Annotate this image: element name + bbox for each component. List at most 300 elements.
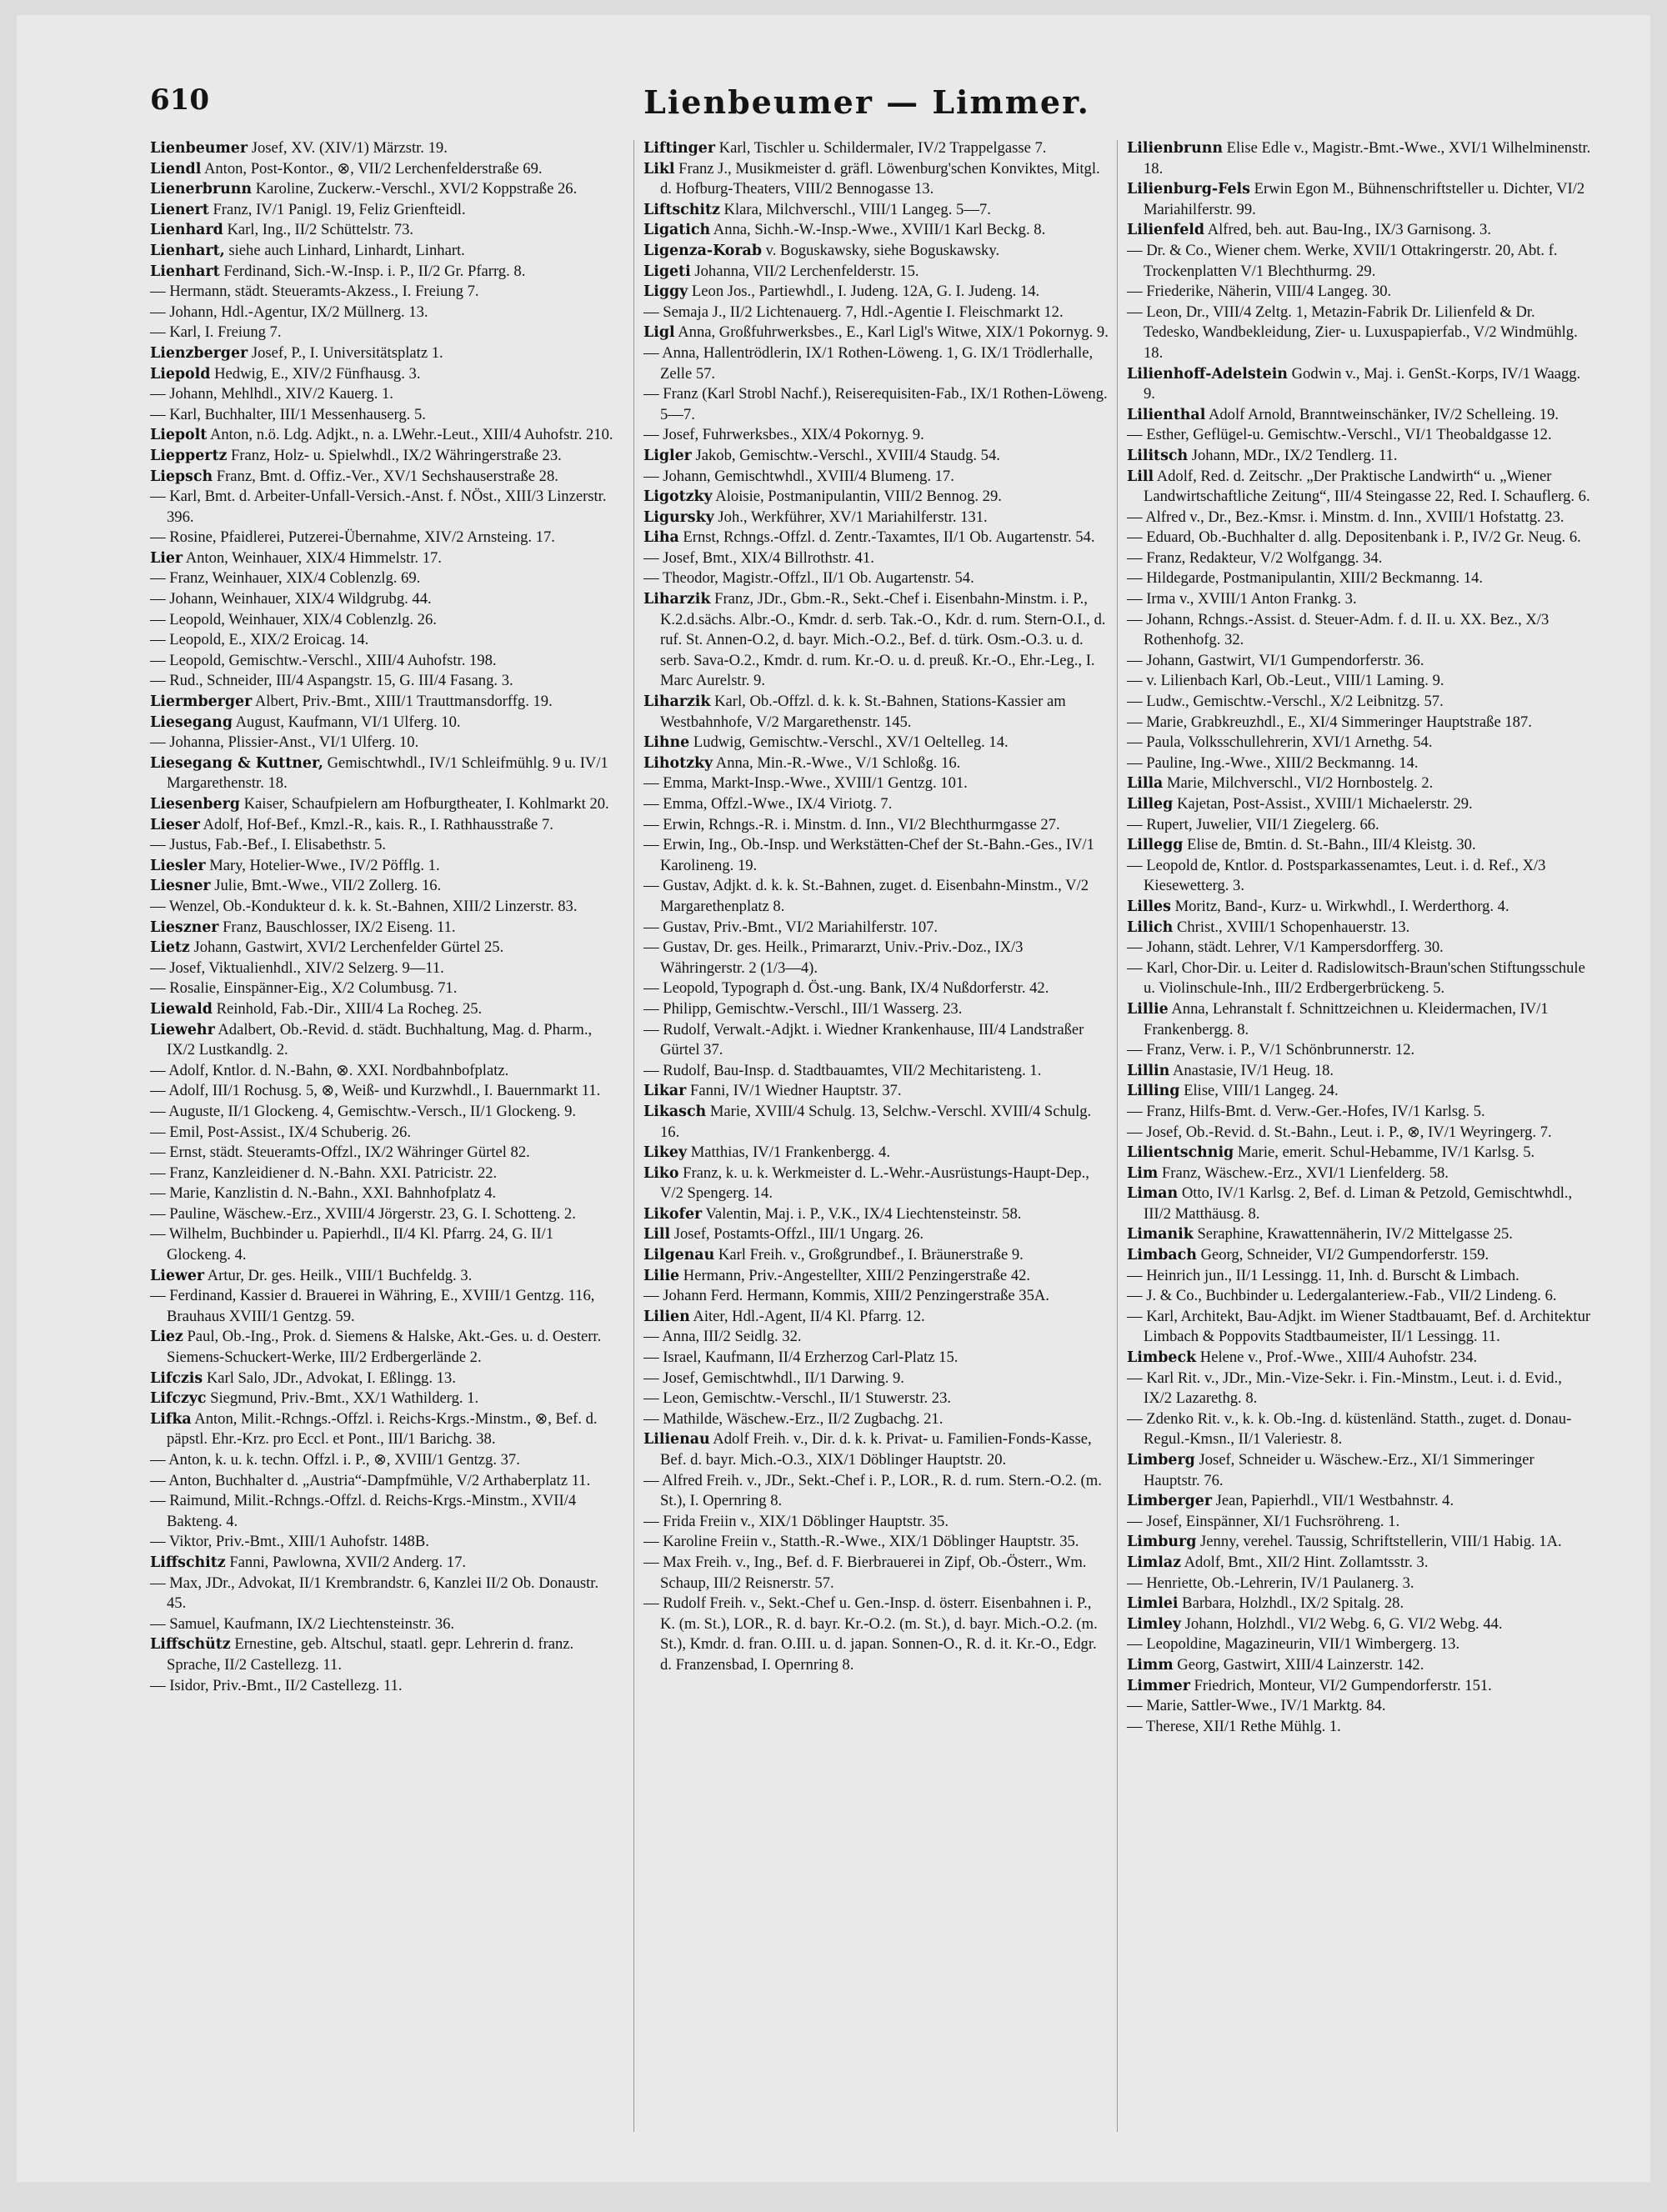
directory-entry bbox=[150, 364, 617, 385]
entry-text: Anna, Großfuhrwerksbes., E., Karl Ligl's Witwe, XIX/1 Pokornyg. 9. bbox=[678, 323, 1109, 342]
directory-entry bbox=[643, 1266, 1110, 1287]
entry-text: — Leopold de, Kntlor. d. Postsparkassenamtes, Leut. i. d. Ref., X/3 Kiesewetterg. 3. bbox=[1127, 856, 1546, 895]
directory-entry bbox=[643, 159, 1110, 200]
entry-text: Elise de, Bmtin. d. St.-Bahn., III/4 Kleistg. 30. bbox=[1187, 836, 1476, 854]
entry-name: Lill bbox=[643, 1226, 671, 1244]
directory-entry bbox=[643, 938, 1110, 978]
directory-entry bbox=[1127, 713, 1594, 733]
entry-name: Limberg bbox=[1127, 1452, 1195, 1469]
entry-text: Franz, Wäschew.-Erz., XVI/1 Lienfelderg. 58. bbox=[1161, 1164, 1449, 1182]
entry-name: Lilienthal bbox=[1127, 406, 1206, 423]
directory-entry bbox=[1127, 528, 1594, 548]
entry-name: Lillegg bbox=[1127, 837, 1184, 854]
entry-text: Leon Jos., Partiewhdl., I. Judeng. 12A, G. I. Judeng. 14. bbox=[691, 283, 1040, 301]
entry-name: Liesegang bbox=[150, 713, 233, 731]
entry-name: Ligenza-Korab bbox=[643, 242, 762, 259]
directory-entry bbox=[1127, 610, 1594, 651]
directory-entry bbox=[643, 1020, 1110, 1061]
directory-entry bbox=[150, 425, 617, 446]
directory-entry bbox=[1127, 1491, 1594, 1512]
directory-entry bbox=[1127, 548, 1594, 569]
column-divider bbox=[1117, 140, 1118, 2132]
directory-entry bbox=[150, 1574, 617, 1614]
entry-text: Ferdinand, Sich.-W.-Insp. i. P., II/2 Gr. Pfarrg. 8. bbox=[223, 262, 526, 280]
directory-entry bbox=[1127, 773, 1594, 794]
directory-entry bbox=[643, 241, 1110, 262]
entry-name: Lillie bbox=[1127, 1000, 1169, 1018]
directory-entry bbox=[643, 773, 1110, 794]
entry-name: Liesenberg bbox=[150, 796, 240, 813]
directory-entry bbox=[150, 262, 617, 283]
directory-entry bbox=[1127, 835, 1594, 856]
entry-text: — Anton, Buchhalter d. „Austria“-Dampfmühle, V/2 Arthaberplatz 11. bbox=[150, 1471, 591, 1489]
entry-name: Lienhard bbox=[150, 222, 223, 239]
entry-text: — Gustav, Dr. ges. Heilk., Primararzt, Univ.-Priv.-Doz., IX/3 Währingerstr. 2 (1/3—4). bbox=[643, 938, 1024, 977]
entry-text: Franz, IV/1 Panigl. 19, Feliz Grienfteidl. bbox=[213, 200, 466, 218]
entry-name: Lill bbox=[1127, 468, 1154, 485]
entry-text: — Josef, Viktualienhdl., XIV/2 Selzerg. 9—11. bbox=[150, 958, 444, 977]
entry-name: Lier bbox=[150, 549, 183, 567]
directory-entry bbox=[150, 282, 617, 303]
entry-name: Liftinger bbox=[643, 140, 715, 157]
entry-text: Gemischtwhdl., IV/1 Schleifmühlg. 9 u. IV/1 Margarethenstr. 18. bbox=[167, 753, 608, 793]
directory-entry bbox=[150, 713, 617, 733]
entry-name: Liffschitz bbox=[150, 1554, 226, 1571]
entry-text: Franz, k. u. k. Werkmeister d. L.-Wehr.-Ausrüstungs-Haupt-Dep., V/2 Spengerg. 14. bbox=[660, 1164, 1089, 1203]
entry-text: Matthias, IV/1 Frankenbergg. 4. bbox=[690, 1144, 890, 1162]
entry-text: — Adolf, III/1 Rochusg. 5, ⊗, Weiß- und Kurzwhdl., I. Bauernmarkt 11. bbox=[150, 1082, 601, 1100]
entry-text: — Eduard, Ob.-Buchhalter d. allg. Depositenbank i. P., IV/2 Gr. Neug. 6. bbox=[1127, 528, 1581, 547]
entry-text: — Anton, k. u. k. techn. Offzl. i. P., ⊗, XVIII/1 Gentzg. 37. bbox=[150, 1451, 520, 1469]
directory-entry bbox=[643, 1389, 1110, 1409]
directory-entry bbox=[643, 425, 1110, 446]
directory-entry bbox=[1127, 1040, 1594, 1061]
entry-text: — Leon, Gemischtw.-Verschl., II/1 Stuwerstr. 23. bbox=[643, 1389, 952, 1408]
entry-text: Joh., Werkführer, XV/1 Mariahilferstr. 131. bbox=[718, 508, 988, 526]
directory-entry bbox=[1127, 589, 1594, 610]
entry-text: — Johanna, Plissier-Anst., VI/1 Ulferg. 10. bbox=[150, 733, 419, 752]
directory-entry bbox=[1127, 1614, 1594, 1635]
entry-text: Fanni, Pawlowna, XVII/2 Anderg. 17. bbox=[229, 1553, 467, 1571]
entry-text: Ernestine, geb. Altschul, staatl. gepr. Lehrerin d. franz. Sprache, II/2 Castellezg. 11. bbox=[167, 1635, 574, 1674]
directory-entry bbox=[150, 794, 617, 815]
entry-text: Adolf, Red. d. Zeitschr. „Der Praktische Landwirth“ u. „Wiener Landwirtschaftliche Zeitung“, III/4 Steingasse 22, Red. I. Schauflerg. 6. bbox=[1144, 467, 1590, 506]
directory-entry bbox=[1127, 1102, 1594, 1123]
entry-name: Lilientschnig bbox=[1127, 1144, 1234, 1162]
entry-text: Franz, Bauschlosser, IX/2 Eiseng. 11. bbox=[223, 918, 456, 936]
entry-text: Anna, Lehranstalt f. Schnittzeichnen u. Kleidermachen, IV/1 Frankenbergg. 8. bbox=[1144, 999, 1549, 1038]
entry-name: Ligatich bbox=[643, 222, 711, 239]
directory-entry bbox=[643, 323, 1110, 343]
directory-entry bbox=[1127, 692, 1594, 713]
directory-entry bbox=[643, 835, 1110, 876]
entry-text: — Karl Rit. v., JDr., Min.-Vize-Sekr. i. Fin.-Minstm., Leut. i. d. Evid., IX/2 Lazarethg. 8. bbox=[1127, 1369, 1562, 1408]
entry-text: — Zdenko Rit. v., k. k. Ob.-Ing. d. küstenländ. Statth., zuget. d. Donau-Regul.-Kmsn., II/1 Valeriestr. 8. bbox=[1127, 1409, 1572, 1449]
directory-entry bbox=[150, 343, 617, 364]
directory-entry bbox=[150, 815, 617, 836]
entry-text: — Justus, Fab.-Bef., I. Elisabethstr. 5. bbox=[150, 836, 387, 854]
directory-entry bbox=[150, 1634, 617, 1675]
directory-entry bbox=[150, 1123, 617, 1144]
entry-name: Lifczyc bbox=[150, 1390, 207, 1408]
entry-text: — Leopold, E., XIX/2 Eroicag. 14. bbox=[150, 631, 369, 649]
directory-entry bbox=[150, 733, 617, 753]
page-number: 610 bbox=[150, 83, 209, 117]
entry-text: Barbara, Holzhdl., IX/2 Spitalg. 28. bbox=[1182, 1594, 1404, 1613]
entry-text: Josef, P., I. Universitätsplatz 1. bbox=[251, 343, 443, 362]
entry-text: — Esther, Geflügel-u. Gemischtw.-Verschl., VI/1 Theobaldgasse 12. bbox=[1127, 426, 1552, 444]
entry-text: Johann, MDr., IX/2 Tendlerg. 11. bbox=[1191, 446, 1398, 464]
entry-text: Reinhold, Fab.-Dir., XIII/4 La Rocheg. 25. bbox=[216, 999, 483, 1018]
entry-text: — Pauline, Ing.-Wwe., XIII/2 Beckmanng. 14. bbox=[1127, 753, 1419, 772]
entry-text: — Johann, Weinhauer, XIX/4 Wildgrubg. 44. bbox=[150, 590, 432, 608]
entry-text: Adalbert, Ob.-Revid. d. städt. Buchhaltung, Mag. d. Pharm., IX/2 Lustkandlg. 2. bbox=[167, 1020, 593, 1059]
entry-name: Likey bbox=[643, 1144, 688, 1162]
entry-text: — Marie, Kanzlistin d. N.-Bahn., XXI. Bahnhofplatz 4. bbox=[150, 1184, 497, 1203]
column-right bbox=[1127, 138, 1594, 1737]
entry-text: Aloisie, Postmanipulantin, VIII/2 Bennog. 29. bbox=[715, 488, 1002, 506]
entry-text: Paul, Ob.-Ing., Prok. d. Siemens & Halske, Akt.-Ges. u. d. Oesterr. Siemens-Schuckert-Werke, III/2 Erdbergerlände 2. bbox=[167, 1328, 602, 1367]
directory-entry bbox=[1127, 1369, 1594, 1409]
entry-text: — Josef, Einspänner, XI/1 Fuchsröhreng. 1. bbox=[1127, 1512, 1400, 1530]
entry-text: — Johann Ferd. Hermann, Kommis, XIII/2 Penzingerstraße 35A. bbox=[643, 1287, 1049, 1305]
directory-entry bbox=[150, 999, 617, 1020]
entry-text: Hermann, Priv.-Angestellter, XIII/2 Penzingerstraße 42. bbox=[683, 1266, 1031, 1284]
entry-text: Johann, Holzhdl., VI/2 Webg. 6, G. VI/2 Webg. 44. bbox=[1184, 1614, 1503, 1633]
entry-text: Anton, Milit.-Rchngs.-Offzl. i. Reichs-Krgs.-Minstm., ⊗, Bef. d. päpstl. Ehr.-Krz. pro Eccl. et Pont., III/1 Barichg. 38. bbox=[167, 1409, 598, 1449]
entry-name: Lietz bbox=[150, 939, 190, 957]
directory-entry bbox=[150, 1532, 617, 1553]
entry-name: Limbach bbox=[1127, 1247, 1197, 1264]
entry-text: Johann, Gastwirt, XVI/2 Lerchenfelder Gürtel 25. bbox=[193, 938, 504, 957]
entry-name: Lilich bbox=[1127, 918, 1174, 936]
entry-text: — J. & Co., Buchbinder u. Ledergalanteriew.-Fab., VII/2 Lindeng. 6. bbox=[1127, 1287, 1557, 1305]
entry-text: Adolf Freih. v., Dir. d. k. k. Privat- u. Familien-Fonds-Kasse, Bef. d. bayr. Mich.-O.3., XIX/1 Döblinger Hauptstr. 20. bbox=[660, 1430, 1092, 1469]
entry-text: siehe auch Linhard, Linhardt, Linhart. bbox=[228, 241, 465, 259]
directory-entry bbox=[1127, 1307, 1594, 1348]
entry-text: — Therese, XII/1 Rethe Mühlg. 1. bbox=[1127, 1717, 1341, 1735]
entry-text: — Leopold, Gemischtw.-Verschl., XIII/4 Auhofstr. 198. bbox=[150, 651, 497, 669]
directory-entry bbox=[643, 918, 1110, 938]
directory-entry bbox=[1127, 1717, 1594, 1738]
directory-entry bbox=[1127, 568, 1594, 589]
entry-text: Elise Edle v., Magistr.-Bmt.-Wwe., XVI/1 Wilhelminenstr. 18. bbox=[1144, 139, 1591, 178]
directory-entry bbox=[643, 1245, 1110, 1266]
entry-name: Lienbeumer bbox=[150, 140, 248, 157]
directory-entry bbox=[1127, 467, 1594, 508]
entry-text: Josef, Postamts-Offzl., III/1 Ungarg. 26. bbox=[673, 1225, 924, 1244]
entry-name: Lienerbrunn bbox=[150, 181, 253, 198]
entry-text: Anna, Sichh.-W.-Insp.-Wwe., XVIII/1 Karl Beckg. 8. bbox=[713, 221, 1046, 239]
directory-entry bbox=[150, 1491, 617, 1532]
directory-entry bbox=[150, 835, 617, 856]
entry-text: — Samuel, Kaufmann, IX/2 Liechtensteinstr. 36. bbox=[150, 1614, 455, 1633]
entry-text: — Dr. & Co., Wiener chem. Werke, XVII/1 Ottakringerstr. 20, Abt. f. Trockenplatten V/1 Blechthurmg. 29. bbox=[1127, 241, 1558, 280]
directory-entry bbox=[1127, 1224, 1594, 1245]
directory-entry bbox=[150, 220, 617, 241]
directory-entry bbox=[150, 1369, 617, 1389]
entry-name: Likasch bbox=[643, 1103, 707, 1120]
entry-text: — Frida Freiin v., XIX/1 Döblinger Hauptstr. 35. bbox=[643, 1512, 949, 1530]
directory-entry bbox=[150, 630, 617, 651]
directory-entry bbox=[643, 568, 1110, 589]
running-head: Lienbeumer — Limmer. bbox=[643, 83, 1090, 121]
directory-entry bbox=[150, 1553, 617, 1574]
entry-text: — Wenzel, Ob.-Kondukteur d. k. k. St.-Bahnen, XIII/2 Linzerstr. 83. bbox=[150, 897, 578, 915]
entry-name: Liffschütz bbox=[150, 1636, 231, 1654]
directory-entry bbox=[643, 1224, 1110, 1245]
entry-text: — Pauline, Wäschew.-Erz., XVIII/4 Jörgerstr. 23, G. I. Schotteng. 2. bbox=[150, 1204, 576, 1223]
entry-name: Lienhart, bbox=[150, 242, 225, 259]
entry-text: Marie, Milchverschl., VI/2 Hornbostelg. 2. bbox=[1166, 774, 1434, 793]
directory-entry bbox=[1127, 303, 1594, 364]
entry-text: — Anna, III/2 Seidlg. 32. bbox=[643, 1328, 802, 1346]
directory-entry bbox=[643, 528, 1110, 548]
directory-entry bbox=[1127, 241, 1594, 282]
directory-entry bbox=[643, 1327, 1110, 1348]
entry-text: Johanna, VII/2 Lerchenfelderstr. 15. bbox=[694, 262, 919, 280]
directory-entry bbox=[1127, 1655, 1594, 1676]
entry-name: Lilie bbox=[643, 1267, 680, 1284]
entry-name: Liharzik bbox=[643, 693, 711, 711]
directory-entry bbox=[150, 1102, 617, 1123]
entry-text: Klara, Milchverschl., VIII/1 Langeg. 5—7. bbox=[723, 200, 991, 218]
entry-name: Lilienfeld bbox=[1127, 222, 1205, 239]
directory-entry bbox=[1127, 1348, 1594, 1369]
directory-entry bbox=[150, 1081, 617, 1102]
entry-name: Ligursky bbox=[643, 508, 714, 526]
entry-name: Limbeck bbox=[1127, 1349, 1197, 1367]
entry-text: — Ferdinand, Kassier d. Brauerei in Währing, E., XVIII/1 Gentzg. 116, Brauhaus XVIII/1 Gentzg. 59. bbox=[150, 1287, 595, 1325]
entry-text: Ludwig, Gemischtw.-Verschl., XV/1 Oeltelleg. 14. bbox=[693, 733, 1009, 752]
column-middle bbox=[643, 138, 1110, 1676]
entry-text: — Karl, Chor-Dir. u. Leiter d. Radislowitsch-Braun'schen Stiftungsschule u. Violinschule-Inh., III/2 Erdbergerbrückeng. 5. bbox=[1127, 958, 1585, 998]
entry-text: Franz, Holz- u. Spielwhdl., IX/2 Währingerstraße 23. bbox=[231, 446, 562, 464]
directory-entry bbox=[643, 138, 1110, 159]
entry-text: — Josef, Gemischtwhdl., II/1 Darwing. 9. bbox=[643, 1369, 904, 1387]
entry-text: — Leopold, Weinhauer, XIX/4 Coblenzlg. 26. bbox=[150, 610, 437, 628]
entry-name: Lilien bbox=[643, 1308, 690, 1325]
entry-text: — Johann, Gemischtwhdl., XVIII/4 Blumeng. 17. bbox=[643, 467, 954, 485]
entry-name: Liha bbox=[643, 529, 679, 547]
entry-name: Ligeti bbox=[643, 263, 691, 280]
entry-text: Josef, XV. (XIV/1) Märzstr. 19. bbox=[251, 139, 448, 157]
column-divider bbox=[633, 140, 634, 2132]
entry-name: Liendl bbox=[150, 160, 202, 178]
entry-name: Limlei bbox=[1127, 1595, 1179, 1613]
entry-text: — Alfred Freih. v., JDr., Sekt.-Chef i. P., LOR., R. d. rum. Stern.-O.2. (m. St.), I. Opernring 8. bbox=[643, 1471, 1102, 1510]
entry-name: Liman bbox=[1127, 1185, 1179, 1203]
entry-text: — Marie, Sattler-Wwe., IV/1 Marktg. 84. bbox=[1127, 1697, 1386, 1715]
directory-entry bbox=[150, 568, 617, 589]
entry-name: Lienert bbox=[150, 201, 209, 218]
directory-entry bbox=[150, 876, 617, 897]
entry-text: — Viktor, Priv.-Bmt., XIII/1 Auhofstr. 148B. bbox=[150, 1533, 429, 1551]
entry-text: — Isidor, Priv.-Bmt., II/2 Castellezg. 11. bbox=[150, 1676, 403, 1694]
entry-text: Jakob, Gemischtw.-Verschl., XVIII/4 Staudg. 54. bbox=[695, 446, 1000, 464]
entry-text: — Rosalie, Einspänner-Eig., X/2 Columbusg. 71. bbox=[150, 979, 458, 998]
entry-text: — Max Freih. v., Ing., Bef. d. F. Bierbrauerei in Zipf, Ob.-Österr., Wm. Schaup, III/2 Reisnerstr. 57. bbox=[643, 1553, 1087, 1592]
entry-text: — Raimund, Milit.-Rchngs.-Offzl. d. Reichs-Krgs.-Minstm., XVII/4 Bakteng. 4. bbox=[150, 1492, 577, 1530]
entry-text: — Friederike, Näherin, VIII/4 Langeg. 30. bbox=[1127, 283, 1392, 301]
directory-entry bbox=[643, 548, 1110, 569]
entry-name: Limlaz bbox=[1127, 1554, 1181, 1571]
entry-name: Lihotzky bbox=[643, 754, 713, 772]
entry-text: Anna, Min.-R.-Wwe., V/1 Schloßg. 16. bbox=[715, 753, 961, 772]
entry-name: Liggy bbox=[643, 283, 688, 301]
directory-entry bbox=[643, 1286, 1110, 1307]
directory-entry bbox=[150, 1409, 617, 1450]
directory-entry bbox=[1127, 282, 1594, 303]
entry-text: — Hildegarde, Postmanipulantin, XIII/2 Beckmanng. 14. bbox=[1127, 569, 1484, 588]
entry-text: Seraphine, Krawattennäherin, IV/2 Mittelgasse 25. bbox=[1197, 1225, 1513, 1244]
directory-entry bbox=[643, 508, 1110, 528]
entry-text: Jenny, verehel. Taussig, Schriftstellerin, VIII/1 Habig. 1A. bbox=[1200, 1533, 1562, 1551]
entry-text: — Ludw., Gemischtw.-Verschl., X/2 Leibnitzg. 57. bbox=[1127, 693, 1444, 711]
entry-name: Limberger bbox=[1127, 1493, 1213, 1510]
entry-text: — Hermann, städt. Steueramts-Akzess., I. Freiung 7. bbox=[150, 283, 479, 301]
entry-text: — Leopold, Typograph d. Öst.-ung. Bank, IX/4 Nußdorferstr. 42. bbox=[643, 979, 1049, 998]
entry-text: Erwin Egon M., Bühnenschriftsteller u. Dichter, VI/2 Mariahilferstr. 99. bbox=[1144, 180, 1585, 218]
entry-text: Artur, Dr. ges. Heilk., VIII/1 Buchfeldg. 3. bbox=[207, 1266, 473, 1284]
entry-text: Marie, XVIII/4 Schulg. 13, Selchw.-Verschl. XVIII/4 Schulg. 16. bbox=[660, 1102, 1092, 1141]
entry-text: — Karl, I. Freiung 7. bbox=[150, 323, 282, 342]
directory-entry bbox=[1127, 1512, 1594, 1533]
entry-text: Anastasie, IV/1 Heug. 18. bbox=[1172, 1061, 1334, 1079]
entry-text: Elise, VIII/1 Langeg. 24. bbox=[1184, 1082, 1339, 1100]
directory-entry bbox=[643, 1471, 1110, 1512]
directory-entry bbox=[643, 1081, 1110, 1102]
directory-entry bbox=[643, 1553, 1110, 1594]
entry-text: — Heinrich jun., II/1 Lessingg. 11, Inh. d. Burscht & Limbach. bbox=[1127, 1266, 1519, 1284]
entry-text: Siegmund, Priv.-Bmt., XX/1 Wathilderg. 1. bbox=[210, 1389, 479, 1408]
directory-entry bbox=[150, 692, 617, 713]
directory-entry bbox=[150, 918, 617, 938]
directory-entry bbox=[1127, 753, 1594, 774]
directory-entry bbox=[643, 1369, 1110, 1389]
entry-text: Franz, Bmt. d. Offiz.-Ver., XV/1 Sechshauserstraße 28. bbox=[216, 467, 558, 485]
entry-text: — Israel, Kaufmann, II/4 Erzherzog Carl-Platz 15. bbox=[643, 1349, 959, 1367]
directory-entry bbox=[643, 1348, 1110, 1369]
entry-text: Franz, JDr., Gbm.-R., Sekt.-Chef i. Eisenbahn-Minstm. i. P., K.2.d.sächs. Albr.-O., Kmdr. d. serb. Tak.-O., Kdr. d. rum. Stern-O.I., d. ruf. St. Annen-O.2, d. bayr. Mich.-O.2., Bef. d. türk. Osm.-O.3. u. d. serb. Sava-O.2., Kmdr. d. rum. Kr.-O. u. d. preuß. Kr.-O., Ehr.-Leg., I. Marc Aurelstr. 9. bbox=[660, 590, 1106, 690]
entry-text: Georg, Schneider, VI/2 Gumpendorferstr. 159. bbox=[1200, 1246, 1489, 1264]
entry-name: Lilling bbox=[1127, 1083, 1180, 1100]
directory-entry bbox=[1127, 733, 1594, 753]
directory-entry bbox=[643, 487, 1110, 508]
entry-text: Valentin, Maj. i. P., V.K., IX/4 Liechtensteinstr. 58. bbox=[705, 1204, 1022, 1223]
entry-text: Alfred, beh. aut. Bau-Ing., IX/3 Garnisong. 3. bbox=[1207, 221, 1491, 239]
entry-text: — Gustav, Adjkt. d. k. k. St.-Bahnen, zuget. d. Eisenbahn-Minstm., V/2 Margarethenplatz 8. bbox=[643, 877, 1089, 915]
entry-text: Julie, Bmt.-Wwe., VII/2 Zollerg. 16. bbox=[214, 877, 442, 895]
directory-entry bbox=[1127, 425, 1594, 446]
entry-text: — Erwin, Rchngs.-R. i. Minstm. d. Inn., VI/2 Blechthurmgasse 27. bbox=[643, 815, 1060, 833]
entry-name: Lilienbrunn bbox=[1127, 140, 1224, 157]
directory-entry bbox=[150, 1286, 617, 1327]
entry-name: Lim bbox=[1127, 1164, 1159, 1182]
directory-entry bbox=[643, 446, 1110, 467]
entry-name: Limm bbox=[1127, 1656, 1174, 1674]
directory-entry bbox=[150, 610, 617, 631]
entry-text: Karl, Tischler u. Schildermaler, IV/2 Trappelgasse 7. bbox=[718, 139, 1047, 157]
entry-text: — v. Lilienbach Karl, Ob.-Leut., VIII/1 Laming. 9. bbox=[1127, 672, 1444, 690]
entry-text: — Leon, Dr., VIII/4 Zeltg. 1, Metazin-Fabrik Dr. Lilienfeld & Dr. Tedesko, Wandbekleidung, Zier- u. Luxuspapierfab., V/2 Windmühlg. 18. bbox=[1127, 303, 1578, 362]
entry-text: Georg, Gastwirt, XIII/4 Lainzerstr. 142. bbox=[1177, 1655, 1424, 1674]
directory-entry bbox=[150, 856, 617, 877]
directory-entry bbox=[150, 241, 617, 262]
entry-text: — Leopoldine, Magazineurin, VII/1 Wimbergerg. 13. bbox=[1127, 1635, 1460, 1654]
entry-name: Liepolt bbox=[150, 427, 208, 444]
entry-text: — Josef, Bmt., XIX/4 Billrothstr. 41. bbox=[643, 548, 874, 567]
directory-entry bbox=[1127, 1696, 1594, 1717]
directory-entry bbox=[1127, 1061, 1594, 1082]
entry-name: Liepsch bbox=[150, 468, 213, 485]
directory-entry bbox=[1127, 508, 1594, 528]
directory-entry bbox=[150, 1266, 617, 1287]
entry-name: Limley bbox=[1127, 1615, 1182, 1633]
entry-text: August, Kaufmann, VI/1 Ulferg. 10. bbox=[235, 713, 461, 731]
entry-text: — Emma, Offzl.-Wwe., IX/4 Viriotg. 7. bbox=[643, 795, 893, 813]
entry-text: Adolf Arnold, Branntweinschänker, IV/2 Schelleing. 19. bbox=[1208, 405, 1559, 423]
directory-entry bbox=[150, 1020, 617, 1061]
entry-text: — Rudolf, Bau-Insp. d. Stadtbauamtes, VII/2 Mechitaristeng. 1. bbox=[643, 1061, 1042, 1079]
directory-entry bbox=[643, 733, 1110, 753]
directory-entry bbox=[643, 999, 1110, 1020]
directory-entry bbox=[643, 1307, 1110, 1328]
directory-entry bbox=[150, 1676, 617, 1697]
directory-entry bbox=[1127, 1594, 1594, 1614]
directory-entry bbox=[1127, 1184, 1594, 1224]
entry-name: Liesegang & Kuttner, bbox=[150, 754, 323, 772]
entry-text: — Johann, Gastwirt, VI/1 Gumpendorferstr. 36. bbox=[1127, 651, 1424, 669]
entry-text: — Marie, Grabkreuzhdl., E., XI/4 Simmeringer Hauptstraße 187. bbox=[1127, 713, 1532, 731]
entry-text: Friedrich, Monteur, VI/2 Gumpendorferstr. 151. bbox=[1194, 1676, 1492, 1694]
directory-entry bbox=[1127, 405, 1594, 426]
entry-text: — Josef, Fuhrwerksbes., XIX/4 Pokornyg. 9. bbox=[643, 426, 924, 444]
directory-entry bbox=[1127, 138, 1594, 179]
entry-name: Liftschitz bbox=[643, 201, 720, 218]
directory-entry bbox=[150, 1061, 617, 1082]
directory-entry bbox=[643, 1143, 1110, 1164]
entry-name: Limanik bbox=[1127, 1226, 1194, 1244]
entry-text: Aiter, Hdl.-Agent, II/4 Kl. Pfarrg. 12. bbox=[693, 1307, 925, 1325]
directory-entry bbox=[150, 1184, 617, 1204]
entry-name: Limburg bbox=[1127, 1534, 1197, 1551]
entry-text: — Franz, Redakteur, V/2 Wolfgangg. 34. bbox=[1127, 548, 1383, 567]
column-left bbox=[150, 138, 617, 1696]
entry-name: Ligl bbox=[643, 324, 675, 342]
directory-entry bbox=[150, 528, 617, 548]
entry-text: Josef, Schneider u. Wäschew.-Erz., XI/1 Simmeringer Hauptstr. 76. bbox=[1144, 1451, 1534, 1489]
directory-entry bbox=[643, 220, 1110, 241]
entry-name: Liewald bbox=[150, 1000, 213, 1018]
entry-text: — Rosine, Pfaidlerei, Putzerei-Übernahme, XIV/2 Arnsteing. 17. bbox=[150, 528, 555, 547]
directory-entry bbox=[150, 323, 617, 343]
directory-entry bbox=[150, 548, 617, 569]
entry-text: — Anna, Hallentrödlerin, IX/1 Rothen-Löweng. 1, G. IX/1 Trödlerhalle, Zelle 57. bbox=[643, 343, 1094, 383]
entry-name: Likl bbox=[643, 160, 675, 178]
directory-entry bbox=[150, 179, 617, 200]
entry-text: Albert, Priv.-Bmt., XIII/1 Trauttmansdorffg. 19. bbox=[254, 693, 553, 711]
directory-entry bbox=[643, 1061, 1110, 1082]
directory-entry bbox=[1127, 1164, 1594, 1184]
directory-entry bbox=[150, 589, 617, 610]
directory-entry bbox=[1127, 918, 1594, 938]
entry-text: Karoline, Zuckerw.-Verschl., XVI/2 Koppstraße 26. bbox=[255, 180, 578, 198]
directory-entry bbox=[150, 1164, 617, 1184]
entry-name: Lillin bbox=[1127, 1062, 1170, 1079]
directory-entry bbox=[1127, 1676, 1594, 1697]
directory-entry bbox=[1127, 1286, 1594, 1307]
